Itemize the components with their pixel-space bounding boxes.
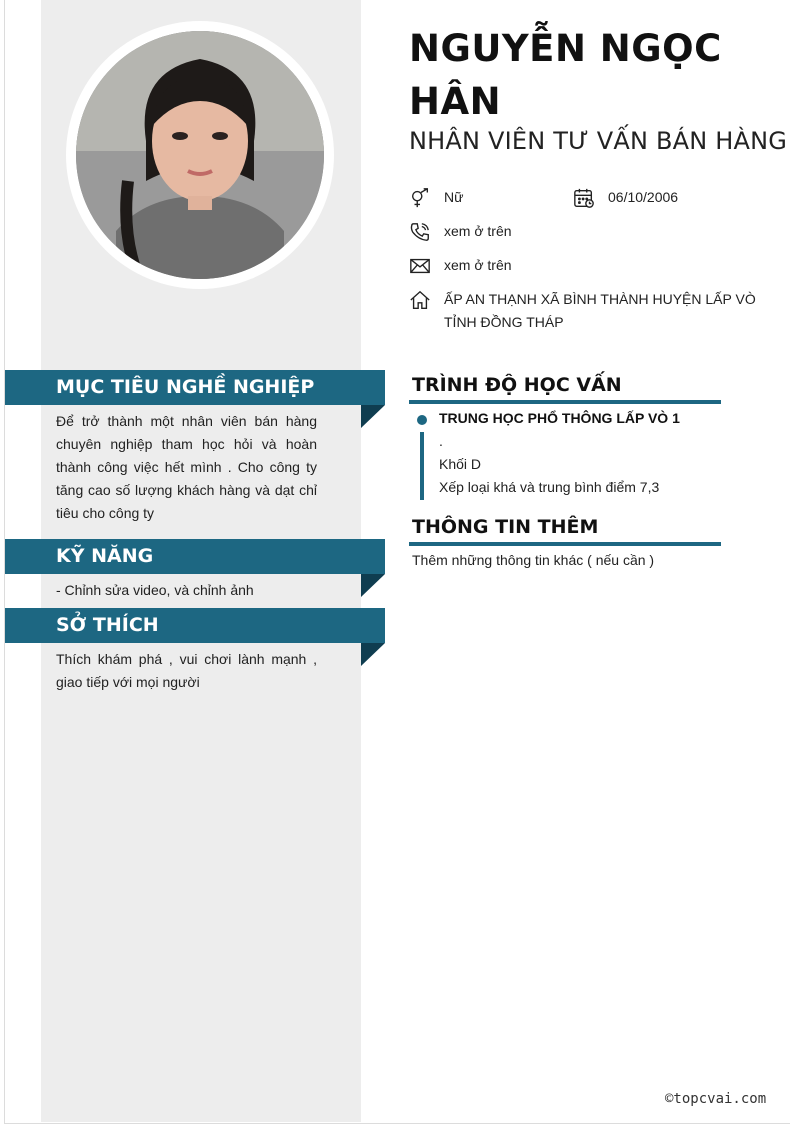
gender-value: Nữ bbox=[444, 189, 464, 205]
hobbies-section-title: SỞ THÍCH bbox=[5, 608, 385, 643]
skills-text: - Chỉnh sửa video, và chỉnh ảnh bbox=[56, 582, 254, 598]
objective-header-fold bbox=[361, 405, 385, 428]
extra-text: Thêm những thông tin khác ( nếu cần ) bbox=[412, 552, 655, 568]
avatar-photo-placeholder bbox=[76, 31, 324, 279]
candidate-name: NGUYỄN NGỌC HÂN bbox=[409, 27, 722, 123]
phone-row bbox=[409, 224, 512, 243]
birthdate-row bbox=[573, 190, 678, 209]
hobbies-header-fold bbox=[361, 643, 385, 666]
avatar-frame bbox=[66, 21, 334, 289]
phone-icon bbox=[409, 221, 431, 243]
skills-header-fold bbox=[361, 574, 385, 597]
avatar bbox=[76, 31, 324, 279]
phone-value: xem ở trên bbox=[444, 223, 512, 239]
email-value: xem ở trên bbox=[444, 257, 512, 273]
skills-section-title: KỸ NĂNG bbox=[5, 539, 385, 574]
education-detail-3: Xếp loại khá và trung bình điểm 7,3 bbox=[439, 479, 660, 495]
objective-text: Để trở thành một nhân viên bán hàng chuyên nghiệp tham học hỏi và hoàn thành công việc hết mình . Cho công ty tăng cao số lượng khách hàng và dạt chỉ tiêu cho công ty bbox=[56, 413, 317, 521]
watermark: ©topcvai.com bbox=[665, 1091, 767, 1107]
calendar-icon bbox=[573, 187, 595, 209]
timeline-bar bbox=[420, 432, 424, 500]
job-title: NHÂN VIÊN TƯ VẤN BÁN HÀNG bbox=[409, 127, 788, 155]
cv-page bbox=[4, 0, 790, 1124]
education-detail-2: Khối D bbox=[439, 456, 482, 472]
education-detail-1: . bbox=[439, 433, 443, 449]
objective-section-title: MỤC TIÊU NGHỀ NGHIỆP bbox=[5, 370, 385, 405]
birthdate-value: 06/10/2006 bbox=[608, 189, 679, 205]
extra-section-title: THÔNG TIN THÊM bbox=[409, 516, 721, 546]
address-row bbox=[409, 292, 769, 334]
hobbies-text: Thích khám phá , vui chơi lành mạnh , giao tiếp với mọi người bbox=[56, 651, 317, 690]
school-name: TRUNG HỌC PHỔ THÔNG LẤP VÒ 1 bbox=[439, 410, 680, 426]
gender-icon bbox=[409, 187, 431, 209]
envelope-icon bbox=[409, 255, 431, 277]
home-icon bbox=[409, 289, 431, 311]
education-section-title: TRÌNH ĐỘ HỌC VẤN bbox=[409, 374, 721, 404]
address-value: ẤP AN THẠNH XÃ BÌNH THÀNH HUYỆN LẤP VÒ TỈNH ĐỒNG THÁP bbox=[444, 291, 756, 330]
email-row bbox=[409, 258, 512, 277]
timeline-dot bbox=[417, 415, 427, 425]
gender-row bbox=[409, 190, 463, 209]
